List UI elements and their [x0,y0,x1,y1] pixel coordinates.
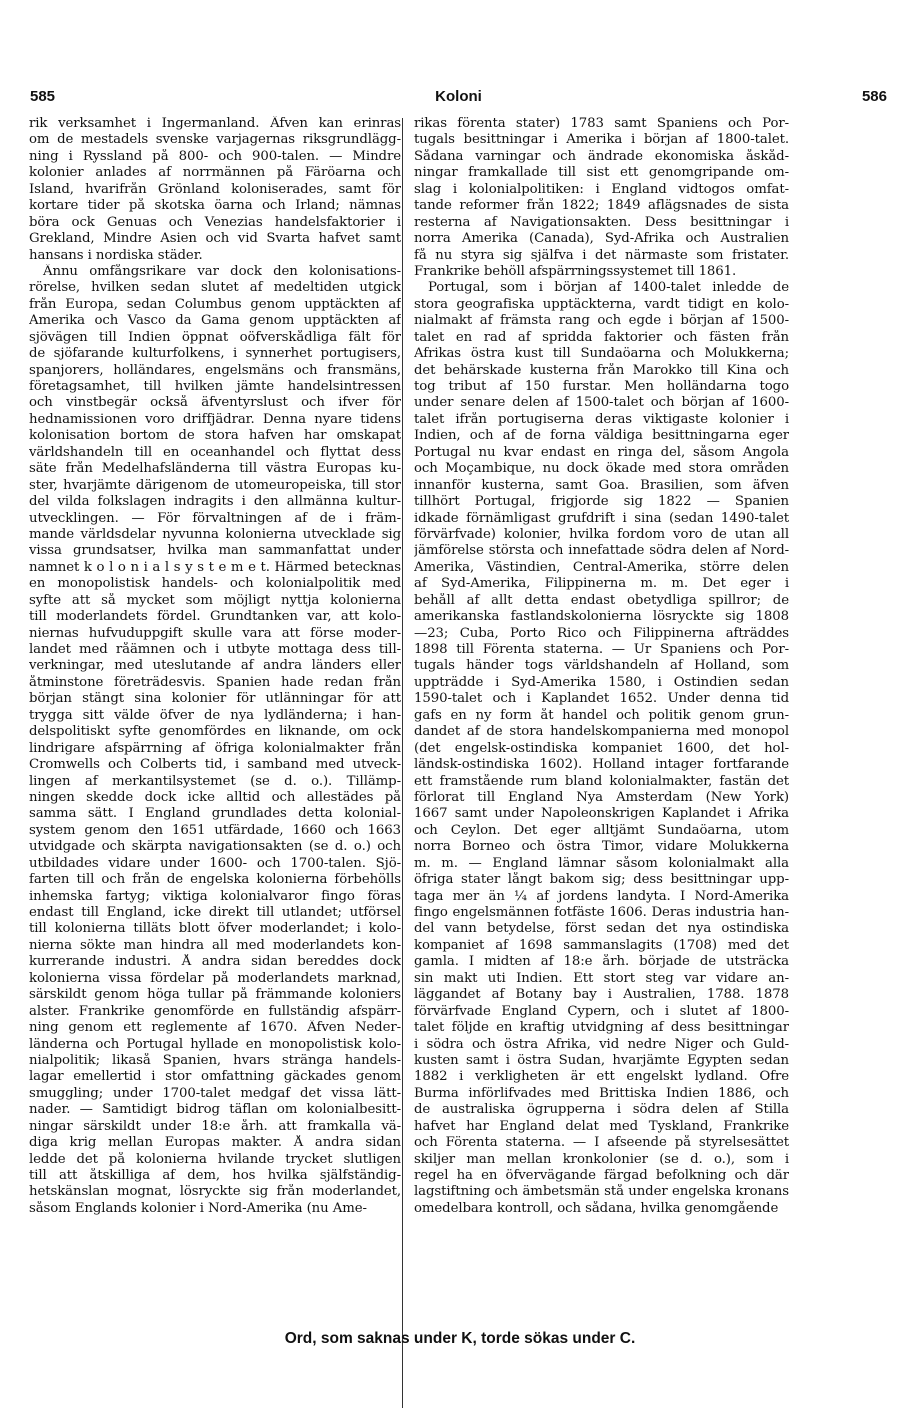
text-line: lindrigare afspärrning af öfriga kolonialmakter från [29,740,401,756]
text-line: kolonier anlades af norrmännen på Färöarna och [29,165,401,181]
text-line: få nu styra sig själfva i det närmaste som fristater. [414,247,789,263]
text-line: Grekland, Mindre Asien och vid Svarta hafvet samt [29,231,401,247]
text-line: förvärfvade England Cypern, och i slutet af 1800- [414,1003,789,1019]
text-line: säte från Medelhafsländerna till västra Europas ku- [29,461,401,477]
text-line: 1898 till Förenta staterna. — Ur Spaniens och Por- [414,642,789,657]
text-line: Indien, och af de forna väldiga besittningarna eger [414,428,789,444]
text-line: Portugal, som i början af 1400-talet inledde de [428,280,789,296]
text-line: ning i Ryssland på 800- och 900-talen. — Mindre [29,148,401,164]
text-line: och Förenta staterna. — I afseende på styrelsesättet [414,1135,789,1151]
text-line: till moderlandets fördel. Grundtanken var, att kolo- [29,609,401,625]
text-line: böra ock Genuas och Venezias handelsfaktorier i [29,214,401,230]
text-line: farten till och från de engelska kolonierna förbehölls [29,872,401,888]
text-line: ningen skedde dock icke alltid och allestädes på [29,789,401,805]
text-line: talet en rad af spridda faktorier och fästen från [414,329,789,345]
text-line: sjövägen till Indien öppnat oöfverskådliga fält för [29,329,401,345]
text-line: läggandet af Botany bay i Australien, 1788. 1878 [414,987,789,1003]
text-line: öfriga stater långt bakom sig; dess besittningar upp- [414,872,789,888]
text-line: nierna sökte man hindra all med moderlandets kon- [29,937,401,953]
text-line: tugals besittningar i Amerika i början af 1800-talet. [414,132,789,148]
text-line: dandet af de stora handelskompanierna med monopol [414,724,789,740]
text-line: lagar emellertid i stor omfattning gäckades genom [29,1069,401,1085]
text-line: Portugal nu kvar endast en ringa del, såsom Angola [414,444,789,460]
text-line: Frankrike behöll afspärrningssystemet till 1861. [414,263,737,279]
text-line: nader. — Samtidigt bidrog täflan om kolonialbesitt- [29,1102,401,1118]
text-line: förlorat till England Nya Amsterdam (New York) [414,789,789,805]
text-line: tog tribut af 150 furstar. Men holländarna togo [414,379,789,394]
text-line: Sådana varningar och ändrade ekonomiska åskåd- [414,148,789,164]
text-line: 1667 samt under Napoleonskrigen Kaplandet i Afrika [414,806,789,822]
text-line: innanför kusterna, samt Goa. Brasilien, som äfven [414,477,789,493]
text-line: kusten samt i östra Sudan, hvarjämte Egypten sedan [414,1052,789,1068]
text-line: åtminstone företrädesvis. Spanien hade redan från [29,674,401,690]
text-line: —23; Cuba, Porto Rico och Filippinerna afträddes [414,625,789,641]
text-line: regel ha en öfvervägande färgad befolkning och där [414,1168,789,1183]
page-number-right: 586 [861,88,887,105]
text-line: idkade förnämligast grufdrift i sina (sedan 1490-talet [414,510,789,526]
text-line: tugals händer togs världshandeln af Holland, som [414,658,789,674]
text-line: särskildt genom höga tullar på främmande koloniers [29,987,401,1003]
text-line: kolonisation bortom de stora hafven har omskapat [29,428,401,444]
text-line: 1882 i verkligheten är ett engelskt lydland. Öfre [414,1069,789,1085]
text-line: delspolitiskt syfte genomfördes en liknande, om ock [29,724,401,740]
text-line: och vinstbegär också äfventyrslust och ifver för [29,395,401,411]
text-line: gamla. I midten af 18:e årh. började de utsträcka [414,954,789,970]
text-line: (det engelsk-ostindiska kompaniet 1600, det hol- [414,740,789,756]
text-line: utbildades vidare under 1600- och 1700-talen. Sjö- [29,855,401,871]
text-line: gafs en ny form åt handel och politik genom grun- [414,707,789,723]
text-line: tillhört Portugal, frigjorde sig 1822 — Spanien [414,494,789,510]
text-line: skiljer man mellan kronkolonier (se d. o.), som i [414,1151,789,1167]
page-title: Koloni [435,88,482,105]
text-line: endast till England, icke direkt till utlandet; utförsel [29,905,401,920]
text-line: till att åtskilliga af dem, hos hvilka själfständig- [29,1168,401,1183]
text-line: del vann betydelse, först sedan det nya ostindiska [414,921,789,937]
text-line: lingen af merkantilsystemet (se d. o.). Tillämp- [29,773,401,789]
text-line: Amerika och Vasco da Gama genom upptäckten af [29,313,401,329]
text-line: alster. Frankrike genomförde en fullständig afspärr- [29,1003,401,1019]
text-line: hafvet har England delat med Tyskland, Frankrike [414,1118,789,1134]
left-column [29,116,401,1416]
text-line: företagsamhet, till hvilken jämte handelsintressen [29,379,401,394]
text-line: hetskänslan mognat, lösryckte sig från moderlandet, [29,1184,401,1200]
text-line: fingo engelsmännen fotfäste 1606. Deras industria han- [414,905,789,920]
text-line: Amerika, Västindien, Central-Amerika, större delen [414,559,789,575]
text-line: spanjorers, holländares, engelsmäns och fransmäns, [29,362,401,378]
text-line: Burma införlifvades med Brittiska Indien 1886, och [414,1085,789,1101]
text-line: trygga sitt välde öfver de nya lydländerna; i han- [29,707,401,723]
text-line: Island, hvarifrån Grönland koloniserades, samt för [29,181,401,197]
right-column [414,116,789,1416]
text-line: smuggling; under 1700-talet medgaf det vissa lätt- [29,1085,401,1101]
text-line: system genom den 1651 utfärdade, 1660 och 1663 [29,822,401,838]
text-line: landet med råämnen och i utbyte mottaga dess till- [29,642,401,657]
text-line: världshandeln till en oceanhandel och flyttat dess [29,444,401,460]
text-line: hednamissionen voro driffjädrar. Denna nyare tidens [29,411,401,427]
text-line: vissa grundsatser, hvilka man sammanfattat under [29,543,401,559]
text-line: kurrerande industri. Å andra sidan bereddes dock [29,954,401,970]
text-line: ländsk-ostindiska 1602). Holland intager fortfarande [414,757,789,773]
text-line: af Syd-Amerika, Filippinerna m. m. Det eger i [414,576,789,592]
text-line: resterna af Navigationsakten. Dess besittningar i [414,214,789,230]
text-line: hansans i nordiska städer. [29,247,203,263]
text-line: norra Borneo och östra Timor, vidare Molukkerna [414,839,789,855]
text-line: och Ceylon. Det eger alltjämt Sundaöarna, utom [414,822,789,838]
text-line: det behärskade kusterna från Marokko till Kina och [414,362,789,378]
text-line: namnet k o l o n i a l s y s t e m e t. Härmed betecknas [29,559,401,575]
text-line: utvecklingen. — För förvaltningen af de i främ- [29,510,401,526]
column-divider [402,118,403,1408]
footer-note: Ord, som saknas under K, torde sökas under C. [284,1330,636,1347]
text-line: förvärfvade) kolonier, hvilka fordom voro de utan all [414,526,789,542]
text-line: nialmakt af främsta rang och egde i början af 1500- [414,313,789,329]
text-line: ningar särskildt under 18:e årh. att framkalla vä- [29,1118,401,1134]
text-line: Cromwells och Colberts tid, i samband med utveck- [29,757,401,773]
text-line: sin makt uti Indien. Ett stort steg var vidare an- [414,970,789,986]
text-line: de sjöfarande kulturfolkens, i synnerhet portugisers, [29,346,401,362]
page-header [30,88,887,110]
text-line: tande reformer från 1822; 1849 aflägsnades de sista [414,198,789,214]
text-line: nialpolitik; likaså Spanien, hvars stränga handels- [29,1052,401,1068]
text-line: stora geografiska upptäckterna, vardt tidigt en kolo- [414,296,789,312]
text-line: lagstiftning och ämbetsmän stå under engelska kronans [414,1184,789,1200]
text-line: jämförelse största och innefattade södra delen af Nord- [414,543,789,559]
text-line: norra Amerika (Canada), Syd-Afrika och Australien [414,231,789,247]
text-line: del vilda folkslagen indragits i den allmänna kultur- [29,494,401,510]
text-line: amerikanska fastlandskolonierna lösryckte sig 1808 [414,609,789,625]
text-line: länderna och Portugal hyllade en monopolistisk kolo- [29,1036,401,1052]
text-line: kortare tider på skotska öarna och Irland; nämnas [29,198,401,214]
text-line: början stängt sina kolonier för utlänningar för att [29,691,401,707]
text-line: ningar framkallade till sist ett genomgripande om- [414,165,789,181]
text-line: från Europa, sedan Columbus genom upptäckten af [29,296,401,312]
text-line: till kolonierna tilläts blott öfver moderlandet; i kolo- [29,921,401,937]
text-line: de australiska ögrupperna i södra delen af Stilla [414,1102,789,1118]
text-line: inhemska fartyg; viktiga kolonialvaror fingo föras [29,888,401,904]
text-line: slag i kolonialpolitiken: i England vidtogos omfat- [414,181,789,197]
text-line: ledde det på kolonierna hvilande trycket slutligen [29,1151,401,1167]
text-line: niernas hufvuduppgift skulle vara att förse moder- [29,625,401,641]
text-line: verkningar, med uteslutande af andra länders eller [29,658,401,674]
text-line: talet följde en kraftig utvidgning af dess besittningar [414,1020,789,1036]
text-line: ett framstående rum bland kolonialmakter, fastän det [414,773,789,789]
text-line: och Moçambique, nu dock ökade med stora områden [414,461,789,477]
text-line: rörelse, hvilken sedan slutet af medeltiden utgick [29,280,401,296]
text-line: behåll af allt detta endast obetydliga spillror; de [414,592,789,608]
text-line: omedelbara kontroll, och sådana, hvilka genomgående [414,1200,779,1216]
text-line: diga krig mellan Europas makter. Å andra sidan [29,1135,401,1151]
page-number-left: 585 [30,88,56,105]
text-line: kolonierna vissa fördelar på moderlandets marknad, [29,970,401,986]
text-line: utvidgade och skärpta navigationsakten (se d. o.) och [29,839,401,855]
text-line: kompaniet af 1698 sammanslagits (1708) med det [414,937,789,953]
text-line: talet ifrån portugiserna deras viktigaste kolonier i [414,411,789,427]
text-line: i södra och östra Afrika, vid nedre Niger och Guld- [414,1036,789,1052]
text-line: uppträdde i Syd-Amerika 1580, i Ostindien sedan [414,674,789,690]
text-line: under senare delen af 1500-talet och början af 1600- [414,395,789,411]
text-line: om de mestadels svenske varjagernas riksgrundlägg- [29,132,401,148]
text-line: Afrikas östra kust till Sundaöarna och Molukkerna; [414,346,789,362]
text-line: Ännu omfångsrikare var dock den kolonisations- [43,263,401,279]
text-line: rikas förenta stater) 1783 samt Spaniens och Por- [414,116,789,131]
text-line: rik verksamhet i Ingermanland. Äfven kan erinras [29,116,401,131]
text-line: taga mer än ¼ af jordens landyta. I Nord-Amerika [414,888,789,904]
text-line: en monopolistisk handels- och kolonialpolitik med [29,576,401,592]
text-line: ster, hvarjämte därigenom de utomeuropeiska, till stor [29,477,401,493]
text-line: ning genom ett reglemente af 1670. Äfven Neder- [29,1020,401,1036]
text-line: 1590-talet och i Kaplandet 1652. Under denna tid [414,691,789,707]
text-line: syfte att så mycket som möjligt nyttja kolonierna [29,592,401,608]
text-line: m. m. — England lämnar såsom kolonialmakt alla [414,855,789,871]
text-line: såsom Englands kolonier i Nord-Amerika (nu Ame- [29,1200,367,1216]
text-line: mande världsdelar nyvunna kolonierna utvecklade sig [29,526,401,542]
text-line: samma sätt. I England grundlades detta kolonial- [29,806,401,822]
